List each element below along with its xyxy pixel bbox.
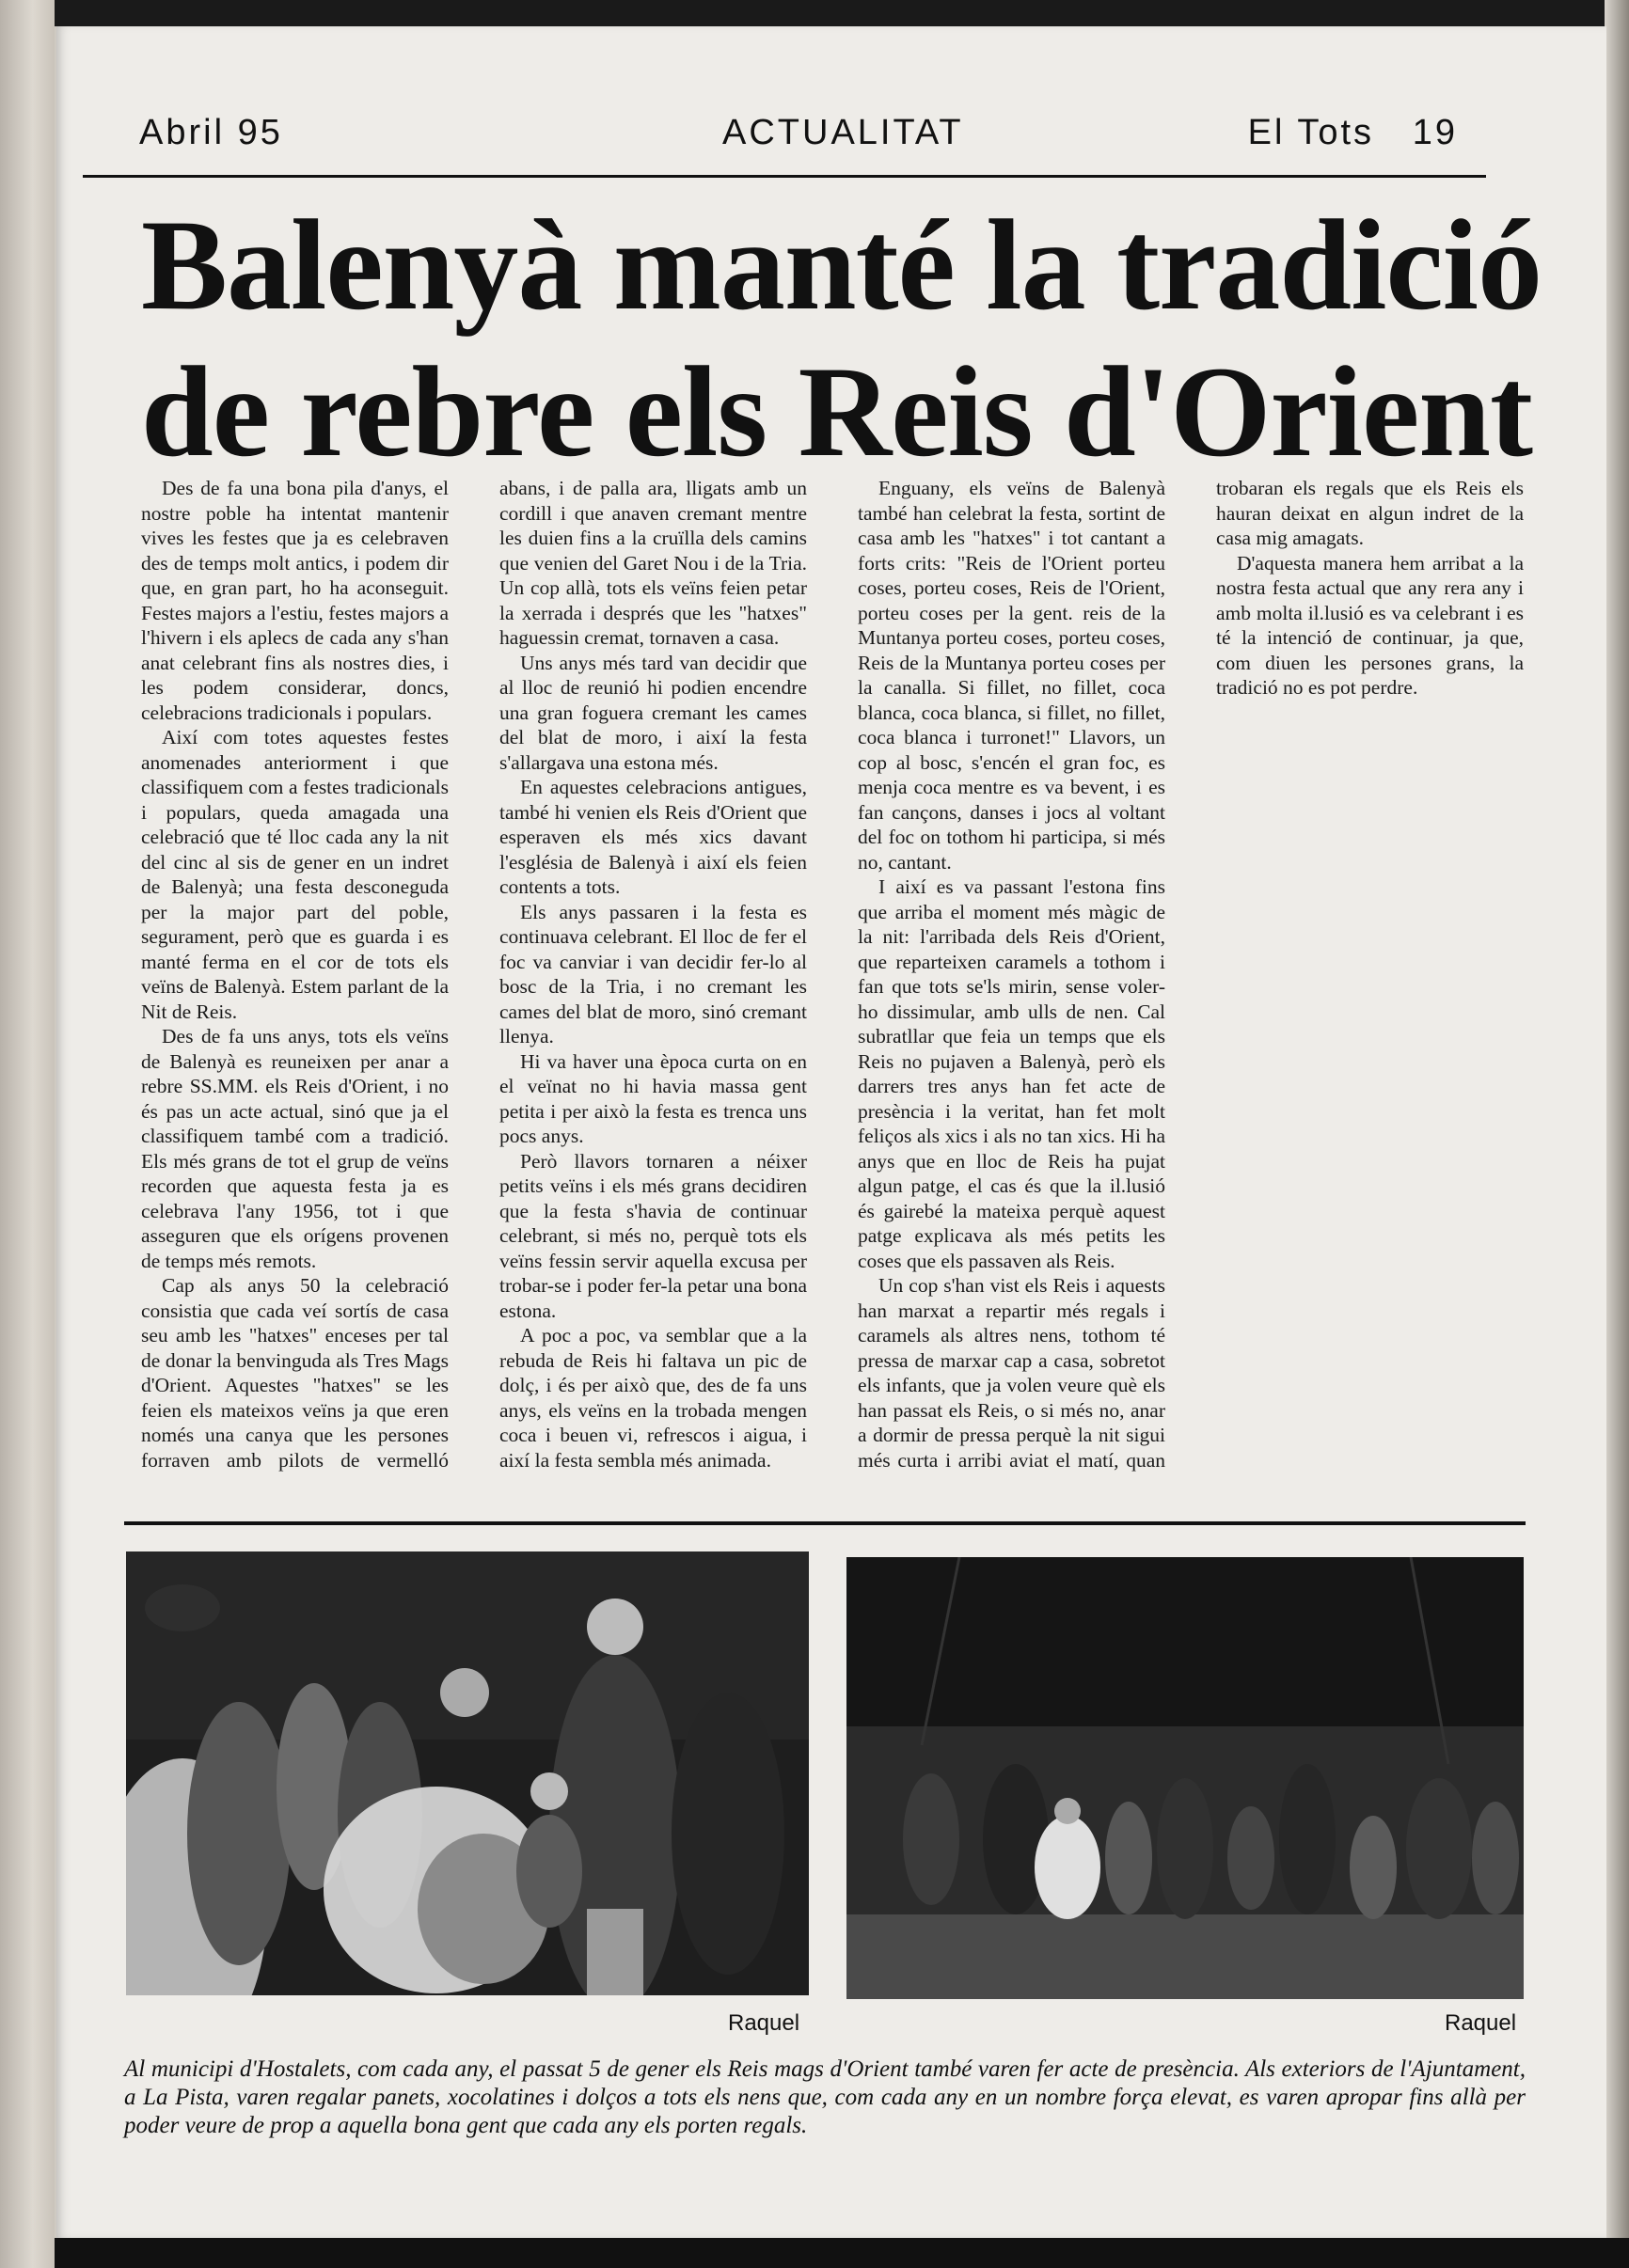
article-paragraph: Els anys passaren i la festa es continuava celebrant. El lloc de fer el foc va canviar i van decidir fer-lo al bosc de la Tria, i no cremant les cames del blat de moro, sinó cremant llenya. (499, 900, 807, 1047)
photo-kings-icon (126, 1551, 809, 1995)
photo-crowd (846, 1557, 1524, 1999)
header-rule (83, 175, 1486, 178)
article-paragraph: Així com totes aquestes festes anomenades anteriorment i que classifiquem com a festes tradicionals i populars, queda amagada una celebració que té lloc cada any la nit del cinc al sis de gener en un indret de Balenyà; una festa desconeguda per la major part del poble, segurament, però que es guarda i es manté ferma en el cor de tots els veïns de Balenyà. Estem parlant de la Nit de Reis. (141, 726, 449, 1023)
section-rule (124, 1521, 1526, 1525)
page-number: 19 (1412, 113, 1458, 152)
article-paragraph: Des de fa una bona pila d'anys, el nostre poble ha intentat mantenir vives les festes que ja es celebraven des de temps molt antics, i podem dir que, en gran part, ho ha aconseguit. Festes majors a l'estiu, festes majors a l'hivern i els aplecs de cada any s'han anat celebrant fins als nostres dies, i les podem considerar, doncs, celebracions tradicionals i populars. (141, 477, 449, 724)
article-body (141, 476, 1524, 1473)
scan-border (55, 2238, 1629, 2268)
article-paragraph: Enguany, els veïns de Balenyà també han celebrat la festa, sortint de casa amb les "hatxes" i tot cantant a forts crits: "Reis de l'Orient porteu coses, porteu coses, Reis de l'Orient, porteu coses per la gent. reis de la Muntanya porteu coses, porteu coses, Reis de la Muntanya porteu coses per la canalla. Si fillet, no fillet, coca blanca, coca blanca, si fillet, no fillet, coca blanca i turronet!" Llavors, un cop al bosc, s'encén el gran foc, es menja coca mentre es va bevent, i es fan cançons, danses i jocs al voltant del foc on tothom hi participa, si més no, cantant. (858, 477, 1165, 874)
article-paragraph: En aquestes celebracions antigues, també hi venien els Reis d'Orient que esperaven els més xics davant l'església de Balenyà i així els feien contents a tots. (499, 776, 807, 898)
headline-line-2: de rebre els Reis d'Orient (141, 339, 1532, 483)
issue-date: Abril 95 (139, 113, 283, 152)
photo-credit: Raquel (1445, 2010, 1517, 2036)
article-paragraph: Uns anys més tard van decidir que al lloc de reunió hi podien encendre una gran foguera cremant les cames del blat de moro, i així la festa s'allargava una estona més. (499, 651, 807, 774)
article-paragraph: A poc a poc, va semblar que a la rebuda de Reis hi faltava un pic de dolç, i és per això que, des de fa uns anys, els veïns en la trobada mengen coca i beuen vi, refrescos i aigua, i així la festa sembla més animada. (499, 1324, 807, 1472)
publication-name: El Tots (1247, 113, 1375, 152)
article-paragraph: Cap als anys 50 la celebració consistia que cada veí sortís de casa seu amb les "hatxes" enceses per tal de donar la benvinguda als Tres Mags d'Orient. Aquestes "hatxes" se les feien els mateixos veïns ja que eren només una canya que les persones forraven amb pilots de vermelló abans, i de palla ara, lligats amb un cordill i que anaven cremant mentre les duien fins a la cruïlla dels camins que venien del Garet Nou i de la Tria. Un cop allà, tots els veïns feien petar la xerrada i després que les "hatxes" haguessin cremat, tornaven a casa. (141, 477, 807, 1472)
article-paragraph: I així es va passant l'estona fins que arriba el moment més màgic de la nit: l'arribada dels Reis d'Orient, que reparteixen caramels a tothom i fan que tots se'ls mirin, sense voler-ho dissimular, amb ulls de nen. Cal subratllar que feia un temps que els Reis no pujaven a Balenyà, però els darrers tres anys han fet acte de presència i la veritat, han fet molt feliços als xics i als no tan xics. Hi ha anys que en lloc de Reis ha pujat algun patge, el cas és que la il.lusió és gairebé la mateixa perquè aquest patge explicava als més petits les coses que els passaven als Reis. (858, 875, 1165, 1272)
article-paragraph: Des de fa uns anys, tots els veïns de Balenyà es reuneixen per anar a rebre SS.MM. els Reis d'Orient, i no és pas un acte actual, sinó que ja el classifiquem també com a tradició. Els més grans de tot el grup de veïns recorden que aquesta festa ja es celebrava l'any 1956, tot i que asseguren que els orígens provenen de temps més remots. (141, 1025, 449, 1272)
article-paragraph: D'aquesta manera hem arribat a la nostra festa actual que any rera any i amb molta il.lusió es va celebrant i es té la intenció de continuar, ja que, com diuen les persones grans, la tradició no es pot perdre. (1216, 551, 1524, 699)
photo-crowd-icon (846, 1557, 1524, 1999)
photo-caption: Al municipi d'Hostalets, com cada any, el passat 5 de gener els Reis mags d'Orient també varen fer acte de presència. Als exteriors de l'Ajuntament, a La Pista, varen regalar panets, xocolatines i dolços a tots els nens que, com cada any en un nombre força elevat, es varen apropar fins allà per poder veure de prop a aquella bona gent que cada any els porten regals. (124, 2056, 1526, 2138)
book-spine (0, 0, 55, 2268)
photo-kings (126, 1551, 809, 1995)
headline (141, 192, 1542, 485)
article-paragraph: Però llavors tornaren a néixer petits veïns i els més grans decidiren que la festa s'havia de continuar celebrant, si més no, perquè tots els veïns fessin servir aquella excusa per trobar-se i poder fer-la petar una bona estona. (499, 1149, 807, 1322)
publication-and-page (1248, 113, 1458, 153)
section-name: ACTUALITAT (722, 113, 964, 152)
photo-credit: Raquel (728, 2010, 800, 2036)
article-paragraph: Un cop s'han vist els Reis i aquests han marxat a repartir més regals i caramels als altres nens, tothom té pressa de marxar cap a casa, sobretot els infants, que ja volen veure què els han passat els Reis, o si més no, anar a dormir de pressa perquè la nit sigui més curta i arribi aviat el matí, quan trobaran els regals que els Reis els hauran deixat en algun indret de la casa mig amagats. (858, 477, 1524, 1472)
headline-line-1: Balenyà manté la tradició (141, 193, 1542, 337)
article-paragraph: Hi va haver una època curta on en el veïnat no hi havia massa gent petita i per això la festa es trenca uns pocs anys. (499, 1049, 807, 1147)
page-header (83, 87, 1486, 171)
page-edge (1605, 0, 1629, 2268)
